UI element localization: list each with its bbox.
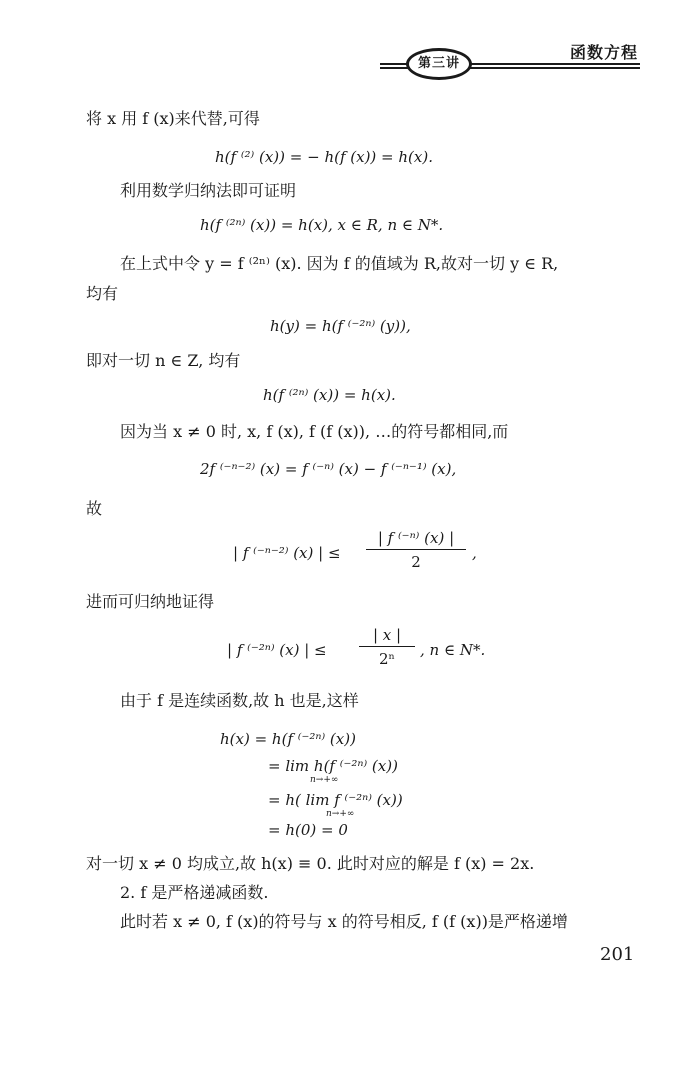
equation: h(f ⁽²ⁿ⁾ (x)) = h(x).	[263, 386, 396, 404]
equation: h(y) = h(f ⁽⁻²ⁿ⁾ (y)),	[270, 317, 411, 335]
equation: h(f ⁽²⁾ (x)) = − h(f (x)) = h(x).	[215, 148, 433, 166]
fraction-numerator: | f ⁽⁻ⁿ⁾ (x) |	[366, 529, 466, 550]
page-number: 201	[600, 944, 635, 965]
chapter-badge: 第三讲	[406, 48, 472, 80]
fraction-denominator: 2	[411, 553, 421, 571]
equation: = h( lim f ⁽⁻²ⁿ⁾ (x))	[268, 791, 403, 809]
fraction-denominator: 2ⁿ	[378, 650, 396, 668]
text-line: 因为当 x ≠ 0 时, x, f (x), f (f (x)), …的符号都相同,而	[120, 422, 509, 441]
equation: = lim h(f ⁽⁻²ⁿ⁾ (x))	[268, 757, 398, 775]
fraction-tail: ,	[472, 544, 477, 562]
equation: 2f ⁽⁻ⁿ⁻²⁾ (x) = f ⁽⁻ⁿ⁾ (x) − f ⁽⁻ⁿ⁻¹⁾ (x),	[200, 460, 457, 478]
text-line: 在上式中令 y = f ⁽²ⁿ⁾ (x). 因为 f 的值域为 R,故对一切 y ∈ R,	[120, 254, 559, 273]
equation: = h(0) = 0	[268, 821, 348, 839]
limit-subscript: n→+∞	[326, 809, 355, 819]
text-line: 对一切 x ≠ 0 均成立,故 h(x) ≡ 0. 此时对应的解是 f (x) = 2x.	[86, 854, 535, 873]
text-line: 故	[86, 499, 103, 518]
text-line: 此时若 x ≠ 0, f (x)的符号与 x 的符号相反, f (f (x))是严格递增	[120, 912, 568, 931]
text-line: 均有	[86, 284, 119, 303]
text-line: 即对一切 n ∈ Z, 均有	[86, 351, 241, 370]
inequality-lhs: | f ⁽⁻²ⁿ⁾ (x) | ≤	[227, 641, 327, 659]
fraction-numerator: | x |	[359, 626, 415, 647]
page-header	[380, 36, 640, 76]
text-line: 利用数学归纳法即可证明	[120, 181, 297, 200]
section-title: 函数方程	[569, 43, 638, 62]
text-line: 2. f 是严格递减函数.	[120, 883, 269, 902]
text-line: 由于 f 是连续函数,故 h 也是,这样	[120, 691, 359, 710]
text-line: 进而可归纳地证得	[86, 592, 215, 611]
fraction	[366, 529, 466, 572]
fraction-tail: , n ∈ N*.	[420, 641, 486, 659]
equation: h(f ⁽²ⁿ⁾ (x)) = h(x), x ∈ R, n ∈ N*.	[200, 216, 444, 234]
fraction	[359, 626, 415, 669]
equation: h(x) = h(f ⁽⁻²ⁿ⁾ (x))	[220, 730, 356, 748]
inequality-lhs: | f ⁽⁻ⁿ⁻²⁾ (x) | ≤	[233, 544, 341, 562]
limit-subscript: n→+∞	[310, 775, 339, 785]
text-line: 将 x 用 f (x)来代替,可得	[86, 109, 260, 128]
